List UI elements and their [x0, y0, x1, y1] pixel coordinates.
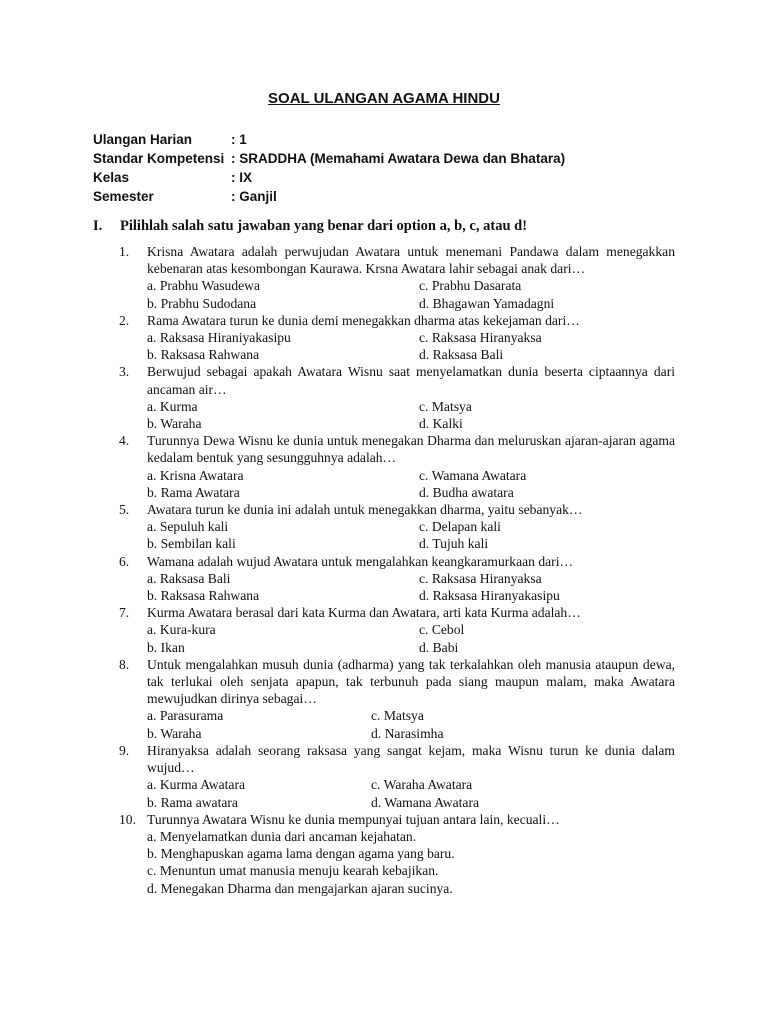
- option-c: c. Cebol: [419, 622, 465, 638]
- question-text: Hiranyaksa adalah seorang raksasa yang sangat kejam, maka Wisnu turun ke dunia dalam wujud…: [147, 742, 675, 776]
- question-text: Turunnya Dewa Wisnu ke dunia untuk menegakan Dharma dan meluruskan ajaran-ajaran agama kedalam bentuk yang sesungguhnya adalah…: [147, 433, 675, 466]
- section-number: I.: [93, 218, 103, 234]
- question-number: 7.: [119, 605, 130, 621]
- section-heading: [93, 218, 683, 235]
- option-c: c. Menuntun umat manusia menuju kearah kebajikan.: [147, 863, 439, 879]
- question-text: Turunnya Awatara Wisnu ke dunia mempunyai tujuan antara lain, kecuali…: [147, 811, 560, 827]
- question-number: 9.: [119, 742, 130, 758]
- option-a: a. Raksasa Bali: [147, 570, 231, 586]
- question-number: 3.: [119, 364, 130, 380]
- question-item: [119, 604, 675, 656]
- option-c: c. Prabhu Dasarata: [419, 278, 522, 294]
- option-b: b. Sembilan kali: [147, 536, 236, 552]
- question-item: [119, 432, 675, 501]
- question-item: [119, 811, 675, 897]
- info-row: [93, 149, 693, 168]
- section-instruction: Pilihlah salah satu jawaban yang benar dari option a, b, c, atau d!: [120, 218, 528, 234]
- question-list: [119, 243, 675, 897]
- option-a: a. Menyelamatkan dunia dari ancaman kejahatan.: [147, 828, 417, 844]
- question-text: Untuk mengalahkan musuh dunia (adharma) yang tak terkalahkan oleh manusia ataupun dewa, tak terlukai oleh senjata apapun, tak terbunuh pada siang maupun malam, maka Awatara mewujudkan dirinya sebagai…: [147, 656, 675, 707]
- question-item: [119, 656, 675, 742]
- option-d: d. Menegakan Dharma dan mengajarkan ajaran sucinya.: [147, 880, 453, 896]
- option-b: b. Menghapuskan agama lama dengan agama yang baru.: [147, 846, 455, 862]
- option-b: b. Ikan: [147, 639, 185, 655]
- info-label: Kelas: [93, 170, 130, 185]
- question-text: Rama Awatara turun ke dunia demi menegakkan dharma atas kekejaman dari…: [147, 312, 580, 328]
- option-d: d. Wamana Awatara: [371, 794, 479, 810]
- info-label: Ulangan Harian: [93, 132, 193, 147]
- option-d: d. Babi: [419, 639, 459, 655]
- option-b: b. Raksasa Rahwana: [147, 347, 260, 363]
- option-a: a. Prabhu Wasudewa: [147, 278, 261, 294]
- answer-options: [147, 329, 675, 363]
- option-d: d. Bhagawan Yamadagni: [419, 295, 555, 311]
- info-value: : Ganjil: [231, 189, 277, 204]
- option-b: b. Raksasa Rahwana: [147, 588, 260, 604]
- answer-options: [147, 570, 675, 604]
- info-row: [93, 130, 693, 149]
- info-label: Semester: [93, 189, 154, 204]
- question-item: [119, 742, 675, 811]
- answer-options: [147, 518, 675, 552]
- option-a: a. Parasurama: [147, 708, 224, 724]
- question-number: 4.: [119, 433, 130, 449]
- option-d: d. Budha awatara: [419, 484, 514, 500]
- question-item: [119, 501, 675, 553]
- info-value: : 1: [231, 132, 247, 147]
- option-d: d. Kalki: [419, 416, 463, 432]
- option-a: a. Kura-kura: [147, 622, 216, 638]
- answer-options: [147, 398, 675, 432]
- question-number: 10.: [119, 811, 136, 827]
- option-c: c. Raksasa Hiranyaksa: [419, 570, 542, 586]
- answer-options: [147, 776, 675, 810]
- answer-options: [147, 467, 675, 501]
- question-text: Wamana adalah wujud Awatara untuk mengalahkan keangkaramurkaan dari…: [147, 553, 574, 569]
- question-item: [119, 312, 675, 364]
- info-row: [93, 187, 693, 206]
- option-c: c. Wamana Awatara: [419, 467, 527, 483]
- option-d: d. Narasimha: [371, 725, 444, 741]
- option-b: b. Waraha: [147, 416, 202, 432]
- page-title: SOAL ULANGAN AGAMA HINDU: [268, 90, 500, 107]
- option-a: a. Krisna Awatara: [147, 467, 244, 483]
- info-value: : IX: [231, 170, 253, 185]
- option-c: c. Matsya: [419, 398, 472, 414]
- option-a: a. Sepuluh kali: [147, 519, 229, 535]
- answer-options: [147, 277, 675, 311]
- info-value: : SRADDHA (Memahami Awatara Dewa dan Bhatara): [231, 151, 566, 166]
- question-number: 6.: [119, 553, 130, 569]
- question-number: 2.: [119, 312, 130, 328]
- option-c: c. Raksasa Hiranyaksa: [419, 330, 542, 346]
- option-b: b. Rama awatara: [147, 794, 238, 810]
- option-c: c. Delapan kali: [419, 519, 501, 535]
- answer-options: [147, 707, 675, 741]
- option-a: a. Kurma Awatara: [147, 777, 246, 793]
- question-item: [119, 553, 675, 605]
- info-label: Standar Kompetensi: [93, 151, 225, 166]
- option-b: b. Waraha: [147, 725, 202, 741]
- option-b: b. Rama Awatara: [147, 484, 240, 500]
- option-a: a. Raksasa Hiraniyakasipu: [147, 330, 291, 346]
- question-item: [119, 243, 675, 312]
- option-b: b. Prabhu Sudodana: [147, 295, 257, 311]
- question-text: Krisna Awatara adalah perwujudan Awatara untuk menemani Pandawa dalam menegakkan kebenaran atas kesombongan Kaurawa. Krsna Awatara lahir sebagai anak dari…: [147, 244, 675, 277]
- question-number: 1.: [119, 244, 130, 259]
- question-text: Berwujud sebagai apakah Awatara Wisnu saat menyelamatkan dunia beserta ciptaannya dari ancaman air…: [147, 364, 675, 397]
- exam-info: [93, 130, 693, 206]
- option-d: d. Tujuh kali: [419, 536, 489, 552]
- option-d: d. Raksasa Bali: [419, 347, 504, 363]
- option-a: a. Kurma: [147, 398, 198, 414]
- question-number: 5.: [119, 502, 130, 518]
- answer-options: [147, 828, 675, 897]
- answer-options: [147, 621, 675, 655]
- question-text: Awatara turun ke dunia ini adalah untuk menegakkan dharma, yaitu sebanyak…: [147, 502, 583, 518]
- option-c: c. Matsya: [371, 708, 424, 724]
- option-d: d. Raksasa Hiranyakasipu: [419, 588, 560, 604]
- question-number: 8.: [119, 656, 130, 672]
- option-c: c. Waraha Awatara: [371, 777, 473, 793]
- info-row: [93, 168, 693, 187]
- question-item: [119, 363, 675, 432]
- question-text: Kurma Awatara berasal dari kata Kurma dan Awatara, arti kata Kurma adalah…: [147, 605, 581, 621]
